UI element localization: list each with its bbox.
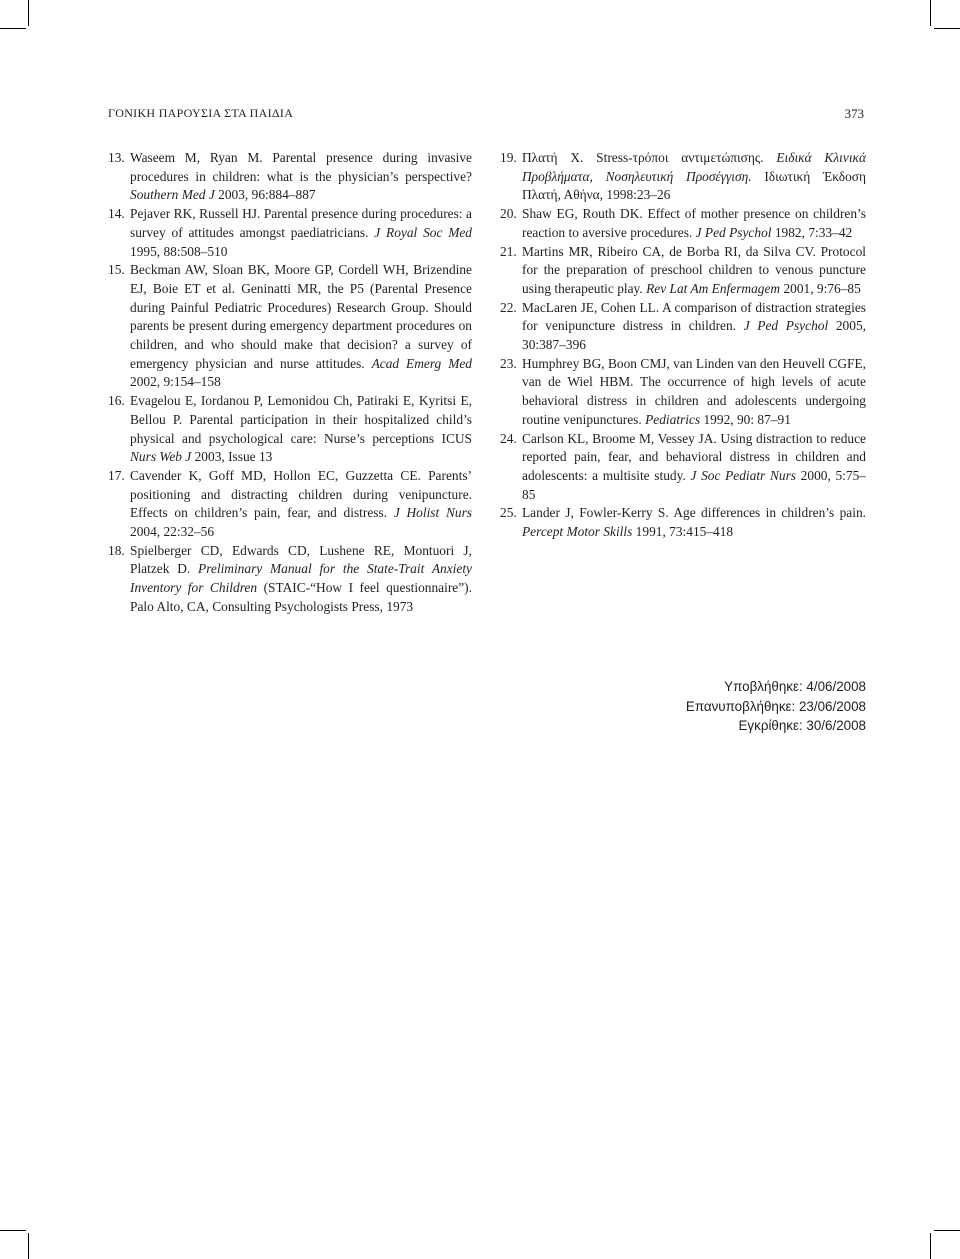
reference-text: Evagelou E, Iordanou P, Lemonidou Ch, Patiraki E, Kyritsi E, Bellou P. Parental participation in their hospitalized child’s physical and psychological care: Nurse’s perceptions ICUS (130, 393, 472, 446)
reference-journal: Acad Emerg Med (371, 355, 472, 371)
reference-text: MacLaren JE, Cohen LL. A comparison of distraction strategies for venipuncture distress in children. (522, 299, 866, 334)
crop-mark-bottom-left (28, 1233, 29, 1259)
date-submitted: Υποβλήθηκε: 4/06/2008 (724, 679, 866, 694)
reference-text: Cavender K, Goff MD, Hollon EC, Guzzetta CE. Parents’ positioning and distracting children during venipuncture. Effects on children’s pain, fear, and distress. (130, 467, 472, 521)
reference-item (500, 299, 866, 355)
reference-item (500, 149, 866, 205)
crop-mark-bottom-right (930, 1233, 931, 1259)
crop-mark-bottom-left-h (0, 1230, 26, 1231)
reference-text: Πλατή Χ. Stress-τρόποι αντιμετώπισης. (522, 150, 777, 165)
crop-mark-top-left (28, 0, 29, 26)
reference-number: 19. (500, 150, 517, 165)
reference-journal: Preliminary Manual for the State-Trait Anxiety Inventory for Children (130, 561, 472, 596)
reference-text-tail: (STAIC-“How I feel questionnaire”). Palo Alto, CA, Consulting Psychologists Press, 1973 (130, 580, 472, 614)
reference-text: Lander J, Fowler-Kerry S. Age differences in children’s pain. (522, 505, 866, 521)
crop-mark-bottom-right-h (934, 1230, 960, 1231)
reference-item (500, 243, 866, 299)
reference-text-tail: 1992, 90: 87–91 (700, 411, 791, 427)
reference-text: Beckman AW, Sloan BK, Moore GP, Cordell WH, Brizendine EJ, Boie ET et al. Geninatti MR, the P5 (Parental Presence during Painful Pediatric Procedures) Research Group. Should parents be present during emergency department procedures on children, and who should make that decision? a survey of emergency physician and nurse attitudes. (130, 262, 472, 371)
reference-number: 24. (500, 430, 517, 446)
references-right-column (500, 149, 866, 542)
reference-text: Pejaver RK, Russell HJ. Parental presence during procedures: a survey of attitudes amongst paediatricians. (130, 206, 472, 240)
reference-journal: Ειδικά Κλινικά Προβλήματα, Νοσηλευτική Προσέγγιση. (522, 150, 866, 184)
reference-item (500, 205, 866, 242)
reference-number: 16. (108, 393, 125, 409)
reference-journal: Southern Med J (130, 187, 215, 203)
reference-text-tail: 1991, 73:415–418 (632, 524, 734, 540)
reference-number: 14. (108, 206, 125, 222)
reference-journal: J Royal Soc Med (374, 224, 472, 240)
reference-journal: Pediatrics (645, 411, 701, 427)
reference-item (108, 205, 472, 261)
reference-number: 22. (500, 299, 517, 315)
crop-mark-top-right-h (934, 28, 960, 29)
reference-text: Martins MR, Ribeiro CA, de Borba RI, da Silva CV. Protocol for the preparation of preschool children to venous puncture using therapeutic play. (522, 243, 866, 296)
reference-journal: Percept Motor Skills (522, 524, 633, 540)
reference-number: 20. (500, 206, 517, 222)
reference-journal: Rev Lat Am Enfermagem (646, 280, 781, 296)
reference-text: Humphrey BG, Boon CMJ, van Linden van den Heuvell CGFE, van de Wiel HBM. The occurrence of high levels of acute behavioral distress in children and adolescents undergoing routine venipunctures. (522, 355, 866, 427)
reference-number: 25. (500, 505, 517, 521)
reference-text-tail: 2005, 30:387–396 (522, 318, 866, 353)
reference-text-tail: 2003, Issue 13 (191, 449, 273, 465)
submission-dates (600, 677, 866, 736)
reference-number: 21. (500, 243, 517, 259)
reference-item (108, 467, 472, 542)
reference-number: 15. (108, 262, 125, 278)
references-left-column (108, 149, 472, 617)
reference-text-tail: 2000, 5:75–85 (522, 467, 866, 502)
reference-text: Shaw EG, Routh DK. Effect of mother presence on children’s reaction to aversive procedures. (522, 206, 866, 240)
reference-text-tail: 2001, 9:76–85 (780, 280, 861, 296)
reference-item (108, 542, 472, 617)
reference-number: 17. (108, 467, 125, 483)
reference-journal: J Ped Psychol (743, 318, 829, 334)
page-number: 373 (844, 106, 864, 121)
reference-text: Carlson KL, Broome M, Vessey JA. Using distraction to reduce reported pain, fear, and behavioral distress in children and adolescents: a multisite study. (522, 430, 866, 483)
crop-mark-top-left-h (0, 28, 26, 29)
reference-number: 23. (500, 355, 517, 371)
reference-text-tail: Ιδιωτική Έκδοση Πλατή, Αθήνα, 1998:23–26 (522, 168, 866, 203)
reference-item (500, 504, 866, 541)
reference-number: 18. (108, 542, 125, 558)
date-resubmitted: Επανυποβλήθηκε: 23/06/2008 (685, 698, 866, 714)
date-accepted: Εγκρίθηκε: 30/6/2008 (738, 718, 866, 733)
reference-number: 13. (108, 150, 125, 165)
reference-item (108, 149, 472, 205)
crop-mark-top-right (930, 0, 931, 26)
reference-journal: J Soc Pediatr Nurs (690, 467, 796, 483)
reference-item (108, 392, 472, 467)
reference-text: Waseem M, Ryan M. Parental presence during invasive procedures in children: what is the physician’s perspective? (130, 150, 472, 184)
running-title: ΓΟΝΙΚΗ ΠΑΡΟΥΣΙΑ ΣΤΑ ΠΑΙΔΙΑ (108, 106, 294, 120)
reference-text-tail: 1995, 88:508–510 (130, 243, 228, 259)
reference-text-tail: 2004, 22:32–56 (130, 524, 215, 540)
reference-journal: Nurs Web J (130, 449, 192, 465)
reference-text: Spielberger CD, Edwards CD, Lushene RE, Montuori J, Platzek D. (130, 542, 472, 577)
reference-item (500, 430, 866, 505)
reference-text-tail: 1982, 7:33–42 (771, 224, 853, 240)
reference-journal: J Ped Psychol (695, 224, 772, 240)
reference-text-tail: 2002, 9:154–158 (130, 374, 221, 390)
reference-item (108, 261, 472, 392)
reference-journal: J Holist Nurs (393, 505, 472, 521)
reference-text-tail: 2003, 96:884–887 (214, 187, 316, 203)
reference-item (500, 355, 866, 430)
